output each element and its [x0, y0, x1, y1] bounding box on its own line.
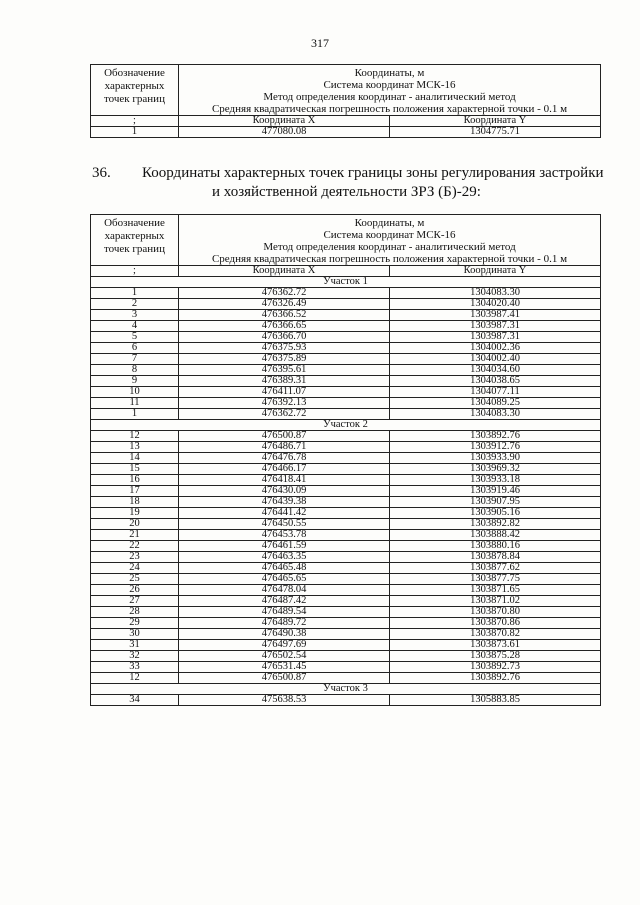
table-row — [91, 409, 601, 420]
table-row — [91, 486, 601, 497]
coordinate-x: 476478.04 — [179, 585, 390, 596]
point-id: 17 — [91, 486, 179, 497]
coordinate-y: 1303880.16 — [390, 541, 601, 552]
point-id: 14 — [91, 453, 179, 464]
header-label-line: точек границ — [104, 243, 165, 255]
coordinate-x: 476500.87 — [179, 431, 390, 442]
point-id: 11 — [91, 398, 179, 409]
coordinate-x: 476441.42 — [179, 508, 390, 519]
section-title-line-2: и хозяйственной деятельности ЗРЗ (Б)-29: — [212, 184, 481, 200]
point-id: 26 — [91, 585, 179, 596]
coordinate-x: 476362.72 — [179, 288, 390, 299]
header-label-line: характерных — [104, 80, 165, 92]
header-label-line: Обозначение — [104, 217, 165, 229]
header-row — [91, 65, 601, 116]
table-row — [91, 387, 601, 398]
table-row — [91, 519, 601, 530]
coordinate-x: 476453.78 — [179, 530, 390, 541]
coordinate-x: 476490.38 — [179, 629, 390, 640]
table-row — [91, 497, 601, 508]
table-row — [91, 640, 601, 651]
coordinates-table-2 — [90, 214, 601, 706]
table-row — [91, 310, 601, 321]
coordinate-x: 476362.72 — [179, 409, 390, 420]
coordinate-y: 1303877.75 — [390, 574, 601, 585]
table-row — [91, 376, 601, 387]
coordinate-x: 476465.65 — [179, 574, 390, 585]
point-id: 28 — [91, 607, 179, 618]
header-info-line: Метод определения координат - аналитический метод — [263, 241, 516, 253]
point-id: 29 — [91, 618, 179, 629]
coordinate-y: 1303892.82 — [390, 519, 601, 530]
table-row — [91, 464, 601, 475]
table-row — [91, 288, 601, 299]
table-row — [91, 629, 601, 640]
coordinate-y: 1303969.32 — [390, 464, 601, 475]
point-id: 12 — [91, 673, 179, 684]
coordinate-x: 476395.61 — [179, 365, 390, 376]
group-header-row — [91, 420, 601, 431]
coordinate-y: 1304775.71 — [390, 127, 601, 138]
coordinate-x: 476489.72 — [179, 618, 390, 629]
header-row — [91, 215, 601, 266]
coordinate-y: 1303871.65 — [390, 585, 601, 596]
point-id: 10 — [91, 387, 179, 398]
header-info-line: Система координат МСК-16 — [323, 229, 456, 241]
coordinate-y: 1303877.62 — [390, 563, 601, 574]
table-row — [91, 321, 601, 332]
header-label-line: Обозначение — [104, 67, 165, 79]
coordinate-y: 1303875.28 — [390, 651, 601, 662]
table-row — [91, 442, 601, 453]
header-point-label — [91, 215, 179, 266]
coordinate-y: 1303907.95 — [390, 497, 601, 508]
point-id: 15 — [91, 464, 179, 475]
header-info-line: Метод определения координат - аналитический метод — [263, 91, 516, 103]
point-id: 33 — [91, 662, 179, 673]
coordinate-x: 476375.93 — [179, 343, 390, 354]
coordinate-y: 1303870.80 — [390, 607, 601, 618]
coordinate-x: 477080.08 — [179, 127, 390, 138]
coordinate-x: 476366.65 — [179, 321, 390, 332]
group-label: Участок 2 — [91, 420, 601, 431]
coordinate-y: 1303912.76 — [390, 442, 601, 453]
coordinate-y: 1303878.84 — [390, 552, 601, 563]
coordinate-y: 1303905.16 — [390, 508, 601, 519]
coordinate-y: 1305883.85 — [390, 695, 601, 706]
coordinate-x: 476389.31 — [179, 376, 390, 387]
coordinate-y: 1303987.41 — [390, 310, 601, 321]
coordinate-y: 1304020.40 — [390, 299, 601, 310]
coordinate-x: 476366.52 — [179, 310, 390, 321]
column-header-x: Координата X — [179, 116, 390, 127]
coordinate-x: 476465.48 — [179, 563, 390, 574]
point-id: 1 — [91, 288, 179, 299]
point-id: 24 — [91, 563, 179, 574]
group-label: Участок 3 — [91, 684, 601, 695]
point-id: 8 — [91, 365, 179, 376]
coordinate-y: 1304002.40 — [390, 354, 601, 365]
point-id: 6 — [91, 343, 179, 354]
coordinate-y: 1303987.31 — [390, 332, 601, 343]
point-id: 22 — [91, 541, 179, 552]
point-id: 34 — [91, 695, 179, 706]
header-label-line: характерных — [104, 230, 165, 242]
coordinate-x: 476502.54 — [179, 651, 390, 662]
column-header-y: Координата Y — [390, 266, 601, 277]
table-row — [91, 354, 601, 365]
point-id: 7 — [91, 354, 179, 365]
point-id: 18 — [91, 497, 179, 508]
point-id: 13 — [91, 442, 179, 453]
coordinate-y: 1303873.61 — [390, 640, 601, 651]
coordinate-y: 1304038.65 — [390, 376, 601, 387]
coordinate-x: 476500.87 — [179, 673, 390, 684]
header-info-line: Координаты, м — [354, 67, 425, 79]
point-id: 3 — [91, 310, 179, 321]
table-row — [91, 343, 601, 354]
coordinate-y: 1303892.73 — [390, 662, 601, 673]
column-header-y: Координата Y — [390, 116, 601, 127]
coordinate-x: 476497.69 — [179, 640, 390, 651]
coordinate-y: 1304077.11 — [390, 387, 601, 398]
section-number: 36. — [92, 165, 111, 181]
coordinate-x: 476466.17 — [179, 464, 390, 475]
point-id: 32 — [91, 651, 179, 662]
coordinate-y: 1303987.31 — [390, 321, 601, 332]
table-row — [91, 475, 601, 486]
coordinate-x: 476531.45 — [179, 662, 390, 673]
table-row — [91, 530, 601, 541]
coordinate-x: 476430.09 — [179, 486, 390, 497]
coordinate-x: 476450.55 — [179, 519, 390, 530]
table-row — [91, 127, 601, 138]
point-id: 5 — [91, 332, 179, 343]
table-row — [91, 651, 601, 662]
coordinate-x: 475638.53 — [179, 695, 390, 706]
point-id: 1 — [91, 409, 179, 420]
point-id: 12 — [91, 431, 179, 442]
coordinate-y: 1303933.90 — [390, 453, 601, 464]
group-label: Участок 1 — [91, 277, 601, 288]
table-row — [91, 563, 601, 574]
header-coordinate-info — [179, 215, 601, 266]
coordinate-y: 1303919.46 — [390, 486, 601, 497]
coordinate-x: 476375.89 — [179, 354, 390, 365]
coordinate-y: 1304034.60 — [390, 365, 601, 376]
header-info-line: Координаты, м — [354, 217, 425, 229]
table-row — [91, 662, 601, 673]
header-label-line: точек границ — [104, 93, 165, 105]
table-row — [91, 607, 601, 618]
point-id: 27 — [91, 596, 179, 607]
point-id: 4 — [91, 321, 179, 332]
coordinate-y: 1303892.76 — [390, 431, 601, 442]
table-row — [91, 453, 601, 464]
coordinate-y: 1304083.30 — [390, 409, 601, 420]
coordinate-x: 476366.70 — [179, 332, 390, 343]
group-header-row — [91, 277, 601, 288]
coordinate-y: 1303888.42 — [390, 530, 601, 541]
point-id: 19 — [91, 508, 179, 519]
point-id: 30 — [91, 629, 179, 640]
table-row — [91, 695, 601, 706]
table-row — [91, 596, 601, 607]
coordinate-y: 1303871.02 — [390, 596, 601, 607]
coordinate-x: 476486.71 — [179, 442, 390, 453]
coordinate-x: 476439.38 — [179, 497, 390, 508]
coordinate-y: 1304002.36 — [390, 343, 601, 354]
point-id: 31 — [91, 640, 179, 651]
table-row — [91, 673, 601, 684]
table-row — [91, 365, 601, 376]
header-info-line: Система координат МСК-16 — [323, 79, 456, 91]
table-2-body — [91, 215, 601, 706]
column-header-row — [91, 266, 601, 277]
coordinate-y: 1303870.82 — [390, 629, 601, 640]
point-id: 25 — [91, 574, 179, 585]
table-row — [91, 299, 601, 310]
point-id: 1 — [91, 127, 179, 138]
coordinate-y: 1304083.30 — [390, 288, 601, 299]
table-row — [91, 574, 601, 585]
coordinate-x: 476392.13 — [179, 398, 390, 409]
table-row — [91, 552, 601, 563]
header-info-line: Средняя квадратическая погрешность положения характерной точки - 0.1 м — [211, 103, 568, 115]
point-id: 21 — [91, 530, 179, 541]
column-header-point: ; — [91, 266, 179, 277]
header-info-line: Средняя квадратическая погрешность положения характерной точки - 0.1 м — [211, 253, 568, 265]
table-1-body — [91, 65, 601, 138]
section-title-line-1: Координаты характерных точек границы зоны регулирования застройки — [142, 165, 604, 181]
coordinate-x: 476326.49 — [179, 299, 390, 310]
coordinate-y: 1303892.76 — [390, 673, 601, 684]
page-number: 317 — [311, 36, 329, 50]
table-row — [91, 332, 601, 343]
coordinate-y: 1303933.18 — [390, 475, 601, 486]
point-id: 2 — [91, 299, 179, 310]
point-id: 16 — [91, 475, 179, 486]
table-row — [91, 541, 601, 552]
header-point-label — [91, 65, 179, 116]
coordinate-y: 1303870.86 — [390, 618, 601, 629]
group-header-row — [91, 684, 601, 695]
table-row — [91, 398, 601, 409]
table-row — [91, 508, 601, 519]
coordinate-x: 476476.78 — [179, 453, 390, 464]
table-row — [91, 585, 601, 596]
point-id: 9 — [91, 376, 179, 387]
coordinate-y: 1304089.25 — [390, 398, 601, 409]
coordinate-x: 476411.07 — [179, 387, 390, 398]
point-id: 23 — [91, 552, 179, 563]
coordinate-x: 476418.41 — [179, 475, 390, 486]
column-header-point: ; — [91, 116, 179, 127]
coordinate-x: 476463.35 — [179, 552, 390, 563]
header-coordinate-info — [179, 65, 601, 116]
column-header-row — [91, 116, 601, 127]
point-id: 20 — [91, 519, 179, 530]
table-row — [91, 618, 601, 629]
coordinate-x: 476489.54 — [179, 607, 390, 618]
coordinate-x: 476487.42 — [179, 596, 390, 607]
coordinates-table-1 — [90, 64, 601, 138]
table-row — [91, 431, 601, 442]
column-header-x: Координата X — [179, 266, 390, 277]
coordinate-x: 476461.59 — [179, 541, 390, 552]
